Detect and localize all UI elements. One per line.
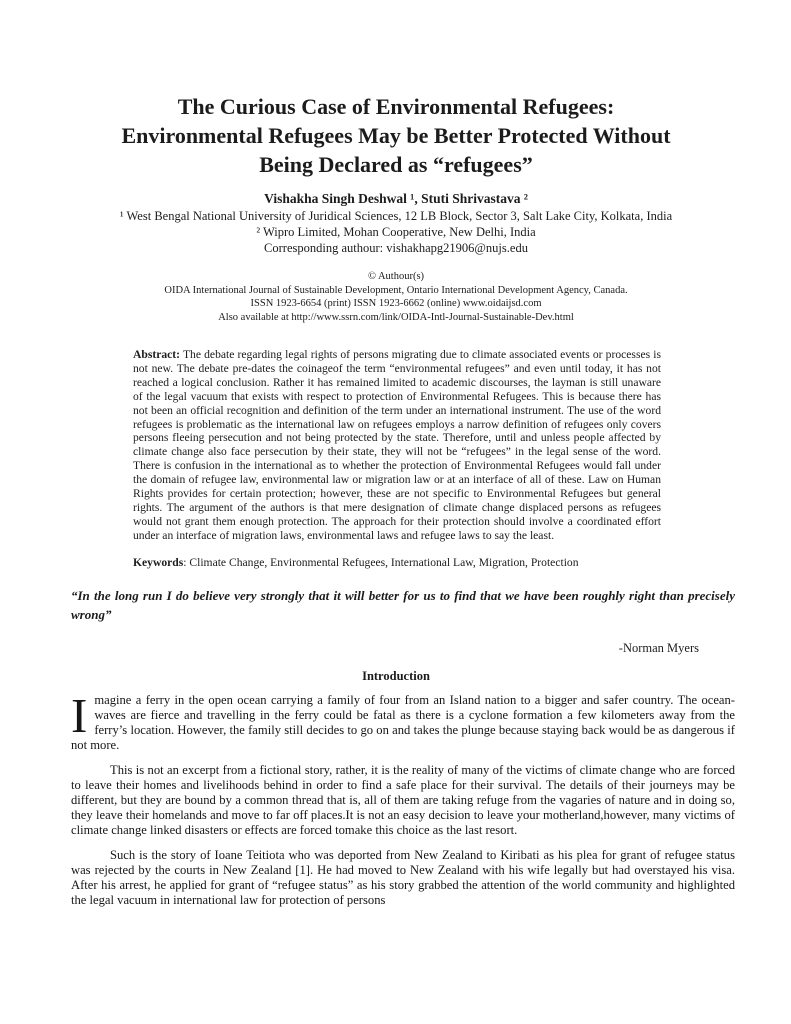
abstract [133, 348, 661, 543]
issn-line: ISSN 1923-6654 (print) ISSN 1923-6662 (online) www.oidaijsd.com [250, 298, 542, 309]
intro-paragraph-2: This is not an excerpt from a fictional story, rather, it is the reality of many of the victims of climate change who are forced to leave their homes and livelihoods behind in order to find a safe place for their survival. The details of their journeys may be different, but they are bound by a common thread that is, all of them are taking refuge from the vagaries of nature and in doing so, they leave their homelands and move to far off places.It is not an easy decision to leave your motherland,however, many victims of climate change linked disasters or effects are forced tomake this choice as the last resort. [71, 762, 735, 837]
abstract-label: Abstract: [133, 348, 181, 361]
paper-title-line-3: Being Declared as “refugees” [259, 152, 533, 177]
keywords-label: Keywords [133, 555, 184, 569]
affiliation-2: ² Wipro Limited, Mohan Cooperative, New Delhi, India [256, 225, 536, 239]
journal-name-line: OIDA International Journal of Sustainable Development, Ontario International Development Agency, Canada. [164, 284, 628, 296]
copyright-line: © Authour(s) [367, 271, 425, 282]
affiliation-1: ¹ West Bengal National University of Juridical Sciences, 12 LB Block, Sector 3, Salt Lake City, Kolkata, India [119, 209, 673, 223]
intro-paragraph-1 [71, 687, 735, 753]
quote-attribution: -Norman Myers [618, 640, 699, 655]
drop-cap: I [71, 687, 88, 743]
paper-title-line-2: Environmental Refugees May be Better Protected Without [121, 123, 671, 148]
authors-block [57, 190, 735, 256]
journal-imprint [57, 270, 735, 324]
intro-paragraph-3: Such is the story of Ioane Teitiota who was deported from New Zealand to Kiribati as his plea for grant of refugee status was rejected by the courts in New Zealand [1]. He had moved to New Zealand with his wife legally but had overstayed his visa. After his arrest, he applied for grant of “refugee status” as his story grabbed the attention of the world community and highlighted the legal vacuum in international law for protection of persons [71, 847, 735, 907]
abstract-text: The debate regarding legal rights of persons migrating due to climate associated events or processes is not new. The debate pre-dates the coinageof the term “environmental refugees” and even until today, it has not reached a logical conclusion. Rather it has remained limited to academic discourses, the layman is still unaware of the legal vacuum that exists with respect to protection of Environmental Refugees. This is because there has not been an official recognition and definition of the term under an international instrument. The use of the word refugees is problematic as the international law on refugees employs a narrow definition of refugees only covers persons fleeing persecution and not being protected by the state. Therefore, until and unless people affected by climate change also face persecution by their state, they will not be “refugees” in the legal sense of the word. There is confusion in the international as to whether the protection of Environmental Refugees would fall under the domain of refugee law, environmental law or migration law or at an interface of all of these. Law on Human Rights provides for certain protection; however, these are not specific to Environmental Refugees but general rights. The argument of the authors is that mere designation of climate change displaced persons as refugees would not grant them enough protection. The approach for their protection should involve a coordinated effort under an interface of migration laws, environmental laws and refugee laws to say the least. [133, 348, 661, 542]
corresponding-author: Corresponding authour: vishakhapg21906@nujs.edu [264, 241, 528, 255]
author-names: Vishakha Singh Deshwal ¹, Stuti Shrivastava ² [264, 191, 528, 206]
epigraph-quote: “In the long run I do believe very strongly that it will better for us to find that we have been roughly right than precisely wrong” [71, 587, 735, 623]
availability-line: Also available at http://www.ssrn.com/link/OIDA-Intl-Journal-Sustainable-Dev.html [218, 311, 574, 323]
keywords-text: : Climate Change, Environmental Refugees, International Law, Migration, Protection [183, 555, 579, 569]
intro-paragraph-1-text: magine a ferry in the open ocean carrying a family of four from an Island nation to a bigger and safer country. The ocean-waves are fierce and travelling in the ferry could be fatal as there is a cyclone formation a few kilometers away from the ferry’s location. However, the family still decides to go on and takes the plunge because staying back would be as dangerous if not more. [71, 692, 735, 752]
keywords [133, 556, 661, 570]
paper-title [57, 92, 735, 179]
paper-title-line-1: The Curious Case of Environmental Refugees: [177, 94, 615, 119]
section-heading-introduction: Introduction [362, 668, 430, 683]
